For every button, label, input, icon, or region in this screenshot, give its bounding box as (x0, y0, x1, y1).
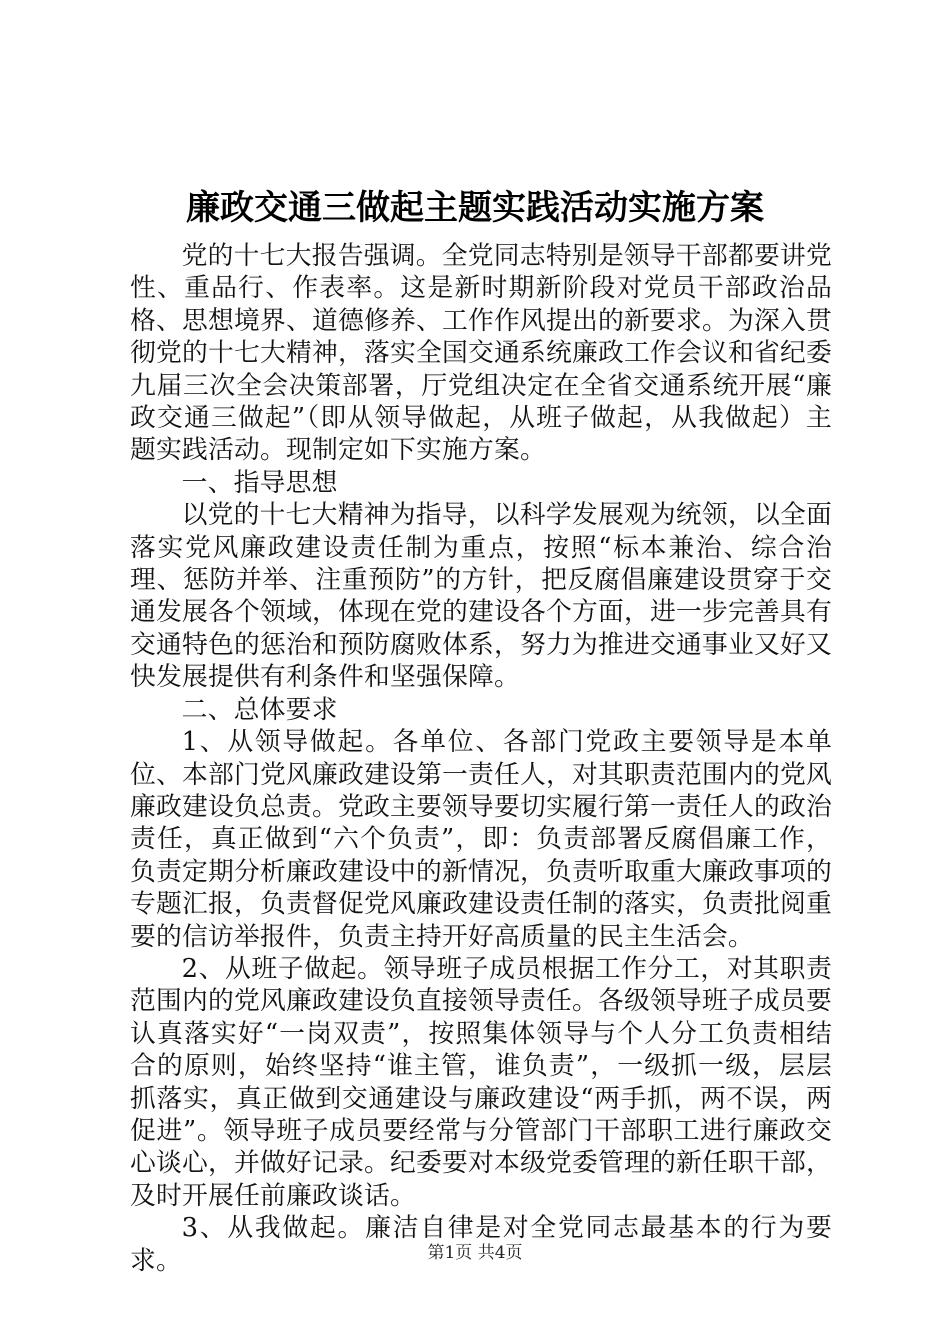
section-heading-general-requirements: 二、总体要求 (181, 694, 338, 725)
page-footer: 第1页 共4页 (427, 1243, 523, 1263)
requirement-paragraph-2: 2、从班子做起。领导班子成员根据工作分工，对其职责范围内的党风廉政建设负直接领导责任。各级领导班子成员要认真落实好“一岗双责”，按照集体领导与个人分工负责相结合的原则，始终坚持“谁主管，谁负责”，一级抓一级，层层抓落实，真正做到交通建设与廉政建设“两手抓，两不误，两促进”。领导班子成员要经常与分管部门干部职工进行廉政交心谈心，并做好记录。纪委要对本级党委管理的新任职干部，及时开展任前廉政谈话。 (130, 953, 832, 1211)
requirement-paragraph-1: 1、从领导做起。各单位、各部门党政主要领导是本单位、本部门党风廉政建设第一责任人，对其职责范围内的党风廉政建设负总责。党政主要领导要切实履行第一责任人的政治责任，真正做到“六个负责”，即：负责部署反腐倡廉工作，负责定期分析廉政建设中的新情况，负责听取重大廉政事项的专题汇报，负责督促党风廉政建设责任制的落实，负责批阅重要的信访举报件，负责主持开好高质量的民主生活会。 (130, 727, 832, 952)
requirement-paragraph-3: 3、从我做起。廉洁自律是对全党同志最基本的行为要求。 (130, 1213, 832, 1276)
section-heading-guiding-thought: 一、指导思想 (181, 467, 338, 498)
document-title: 廉政交通三做起主题实践活动实施方案 (186, 188, 764, 228)
intro-paragraph: 党的十七大报告强调。全党同志特别是领导干部都要讲党性、重品行、作表率。这是新时期新阶段对党员干部政治品格、思想境界、道德修养、工作作风提出的新要求。为深入贯彻党的十七大精神，落实全国交通系统廉政工作会议和省纪委九届三次全会决策部署，厅党组决定在全省交通系统开展“廉政交通三做起”（即从领导做起，从班子做起，从我做起）主题实践活动。现制定如下实施方案。 (130, 241, 832, 466)
document-body (130, 240, 832, 1277)
guiding-thought-paragraph: 以党的十七大精神为指导，以科学发展观为统领，以全面落实党风廉政建设责任制为重点，按照“标本兼治、综合治理、惩防并举、注重预防”的方针，把反腐倡廉建设贯穿于交通发展各个领域，体现在党的建设各个方面，进一步完善具有交通特色的惩治和预防腐败体系，努力为推进交通事业又好又快发展提供有利条件和坚强保障。 (130, 500, 832, 693)
